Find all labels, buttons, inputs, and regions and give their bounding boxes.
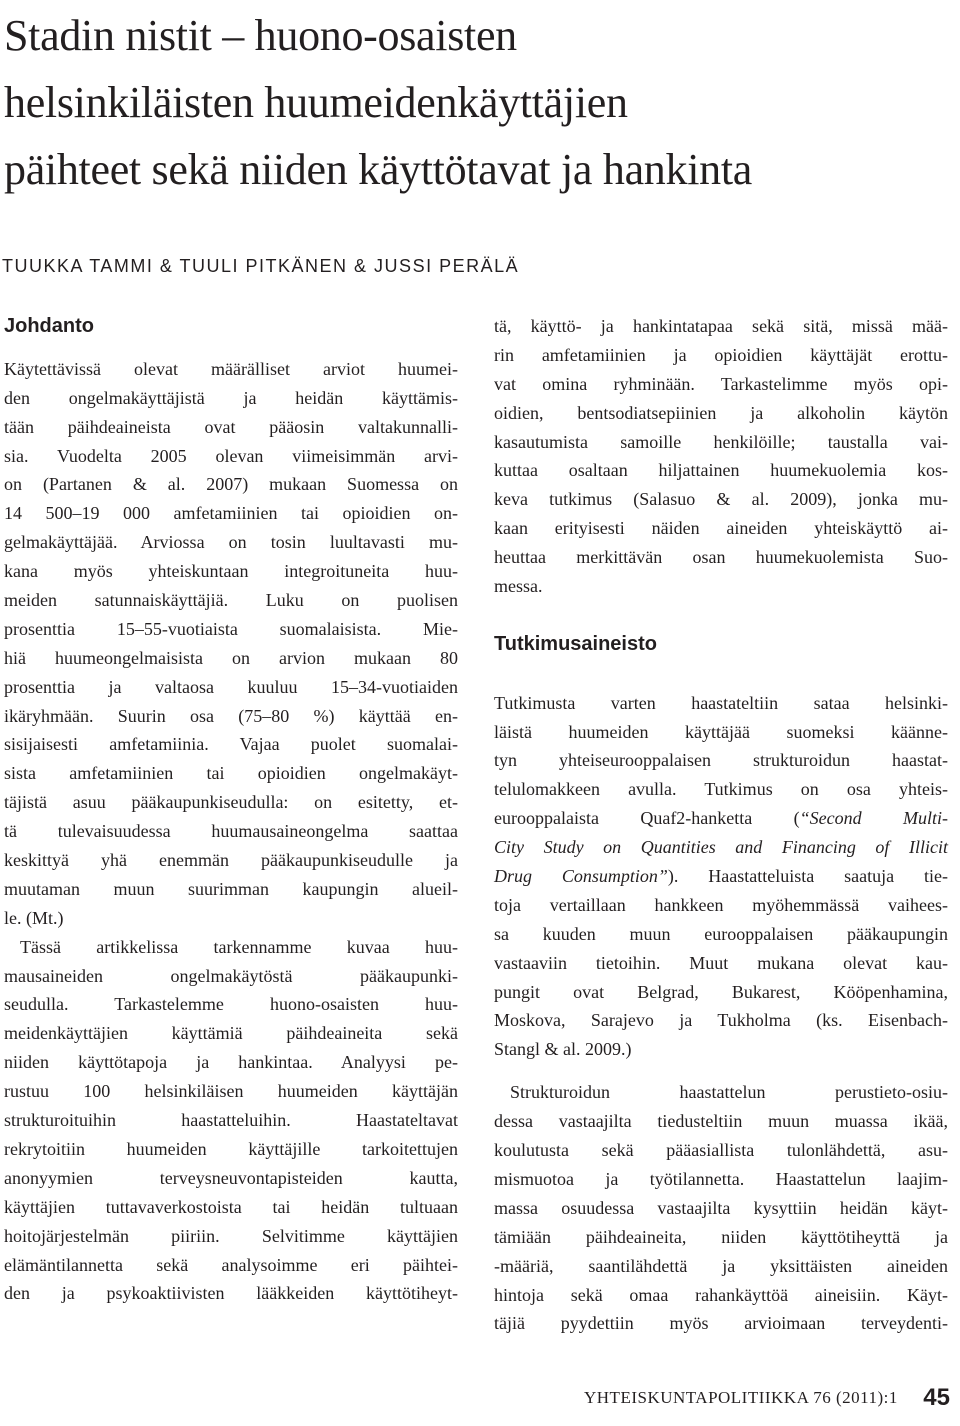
- text-line: keskittyä yhä enemmän pääkaupunkiseudulle ja: [4, 850, 458, 871]
- text-line: vastaaviin tietoihin. Muut mukana olevat kau-: [494, 952, 948, 973]
- text-line: sista amfetamiinien tai opioidien ongelmakäyt-: [4, 763, 458, 784]
- text-line: kaan erityisesti näiden aineiden yhteiskäyttö ai-: [494, 518, 948, 539]
- paragraph: [494, 1078, 948, 1338]
- italic-title: City Study on Quantities and Financing of Illicit: [494, 837, 948, 858]
- article-authors: TUUKKA TAMMI & TUULI PITKÄNEN & JUSSI PERÄLÄ: [2, 256, 520, 276]
- text-line: -määriä, saantilähdettä ja yksittäisten aineiden: [494, 1255, 948, 1276]
- text-line: meiden satunnaiskäyttäjiä. Luku on puolisen: [4, 590, 458, 611]
- text-line: hoitojärjestelmän piiriin. Selvitimme käyttäjien: [4, 1225, 458, 1246]
- text-line: ikäryhmään. Suurin osa (75–80 %) käyttää en-: [4, 705, 458, 726]
- left-column: [4, 312, 458, 1308]
- text-line: massa osuudessa vastaajilta kysyttiin heidän käyt-: [494, 1197, 948, 1218]
- text-line: toja vertaillaan hankkeen myöhemmässä vaihees-: [494, 894, 948, 915]
- text-line: läistä huumeiden käyttäjää suomeksi käänne-: [494, 721, 948, 742]
- text-line: kasautumista samoille henkilöille; taustalla vai-: [494, 431, 948, 452]
- paragraph: [494, 689, 948, 1065]
- text-line: strukturoituihin haastatteluihin. Haastateltavat: [4, 1110, 458, 1131]
- section-heading-tutkimusaineisto: Tutkimusaineisto: [494, 632, 657, 655]
- text-line: heuttaa merkittävän osan huumekuolemista Suo-: [494, 547, 948, 568]
- text-line: Tutkimusta varten haastateltiin sataa helsinki-: [494, 692, 948, 713]
- text-line: tyn yhteiseurooppalaisen strukturoidun haastat-: [494, 750, 948, 771]
- text-line: elämäntilannetta sekä analysoimme eri päihtei-: [4, 1254, 458, 1275]
- section-heading-johdanto: Johdanto: [4, 315, 94, 337]
- text-run: eurooppalaista Quaf2-hanketta (: [494, 808, 800, 829]
- page-footer: [584, 1384, 954, 1420]
- text-line: mismuotoa ja työtilannetta. Haastattelun laajim-: [494, 1168, 948, 1189]
- paragraph: [494, 312, 948, 601]
- text-line: sisijaisesti amfetamiinia. Vajaa puolet suomalai-: [4, 734, 458, 755]
- text-line: kana myös yhteiskuntaan integroituneita huu-: [4, 561, 458, 582]
- text-line: Strukturoidun haastattelun perustieto-osiu-: [510, 1082, 948, 1103]
- text-line: tään päihdeaineista ovat pääosin valtakunnalli-: [4, 416, 458, 437]
- paragraph: [4, 933, 458, 1309]
- text-line: messa.: [494, 576, 543, 597]
- text-line: seudulla. Tarkastelemme huono-osaisten huu-: [4, 994, 458, 1015]
- text-line: hintoja sekä omaa rahankäyttöä aineisiin. Käyt-: [494, 1284, 948, 1305]
- text-run: ). Haastatteluista saatuja tie-: [667, 866, 948, 887]
- text-line: rin amfetamiinien ja opioidien käyttäjät erottu-: [494, 344, 948, 365]
- text-line: rustuu 100 helsinkiläisen huumeiden käyttäjän: [4, 1081, 458, 1102]
- text-line: meidenkäyttäjien käyttämiä päihdeaineita sekä: [4, 1023, 458, 1044]
- text-line: 14 500–19 000 amfetamiinien tai opioidien on-: [4, 503, 458, 524]
- text-line: telulomakkeen avulla. Tutkimus on osa yhteis-: [494, 779, 948, 800]
- text-line: koulutusta sekä pääasiallista tulonlähdettä, asu-: [494, 1140, 948, 1161]
- text-line: [494, 833, 948, 862]
- text-line: sa kuuden muun eurooppalaisen pääkaupungin: [494, 923, 948, 944]
- text-line: hiä huumeongelmaisista on arvion mukaan 80: [4, 647, 458, 668]
- text-line: prosenttia 15–55-vuotiaista suomalaisista. Mie-: [4, 618, 458, 639]
- text-line: keva tutkimus (Salasuo & al. 2009), jonka mu-: [494, 489, 948, 510]
- text-line: vat omina ryhminään. Tarkastelimme myös opi-: [494, 373, 948, 394]
- text-line: niiden käyttötapoja ja hankintaa. Analyysi pe-: [4, 1052, 458, 1073]
- text-line: Stangl & al. 2009.): [494, 1039, 632, 1060]
- text-line: dessa vastaajilta tiedusteltiin muun muassa ikää,: [494, 1111, 948, 1132]
- text-line: anonyymien terveysneuvontapisteiden kautta,: [4, 1167, 458, 1188]
- page-number: 45: [923, 1384, 950, 1411]
- text-line: mausaineiden ongelmakäytöstä pääkaupunki-: [4, 965, 458, 986]
- paragraph: [4, 355, 458, 933]
- text-line: Moskova, Sarajevo ja Tukholma (ks. Eisenbach-: [494, 1010, 948, 1031]
- text-line: gelmakäyttäjää. Arviossa on tosin luultavasti mu-: [4, 532, 458, 553]
- text-line: käyttäjien tuttavaverkostoista tai heidän tultuaan: [4, 1196, 458, 1217]
- text-line: tä, käyttö- ja hankintatapaa sekä sitä, missä mää-: [494, 316, 948, 336]
- text-line: [494, 804, 948, 833]
- right-column: [494, 312, 948, 1338]
- text-line: [494, 862, 948, 891]
- text-line: pungit ovat Belgrad, Bukarest, Kööpenhamina,: [494, 981, 948, 1002]
- text-line: Käytettävissä olevat määrälliset arviot huumei-: [4, 358, 458, 379]
- text-line: täjiä pyydettiin myös arvioimaan terveydenti-: [494, 1313, 948, 1334]
- text-line: täjistä asuu pääkaupunkiseudulla: on esitetty, et-: [4, 792, 458, 813]
- text-line: den ongelmakäyttäjistä ja heidän käyttämis-: [4, 387, 458, 408]
- text-line: prosenttia ja valtaosa kuuluu 15–34-vuotiaiden: [4, 676, 458, 697]
- text-line: tämiään päihdeaineita, niiden käyttötiheyttä ja: [494, 1226, 948, 1247]
- text-line: den ja psykoaktiivisten lääkkeiden käyttötiheyt-: [4, 1283, 458, 1304]
- text-line: tä tulevaisuudessa huumausaineongelma saattaa: [4, 821, 458, 842]
- text-line: muutaman muun suurimman kaupungin alueil-: [4, 878, 458, 899]
- italic-title: Drug Consumption”: [494, 866, 668, 887]
- article-title: [4, 2, 954, 203]
- text-line: sia. Vuodelta 2005 olevan viimeisimmän arvi-: [4, 445, 458, 466]
- text-line: kuttaa osaltaan hiljattainen huumekuolemia kos-: [494, 460, 948, 481]
- text-line: oidien, bentsodiatsepiinien ja alkoholin käytön: [494, 402, 948, 423]
- text-line: Tässä artikkelissa tarkennamme kuvaa huu-: [20, 936, 458, 957]
- title-line: Stadin nistit – huono-osaisten: [4, 11, 517, 60]
- title-line: helsinkiläisten huumeidenkäyttäjien: [4, 78, 628, 127]
- journal-name: YHTEISKUNTAPOLITIIKKA 76 (2011):1: [584, 1388, 898, 1407]
- text-line: rekrytoitiin huumeiden käyttäjille tarkoitettujen: [4, 1138, 458, 1159]
- text-line: le. (Mt.): [4, 907, 64, 928]
- title-line: päihteet sekä niiden käyttötavat ja hankinta: [4, 145, 752, 194]
- text-line: on (Partanen & al. 2007) mukaan Suomessa on: [4, 474, 458, 495]
- italic-title: “Second Multi-: [799, 808, 948, 829]
